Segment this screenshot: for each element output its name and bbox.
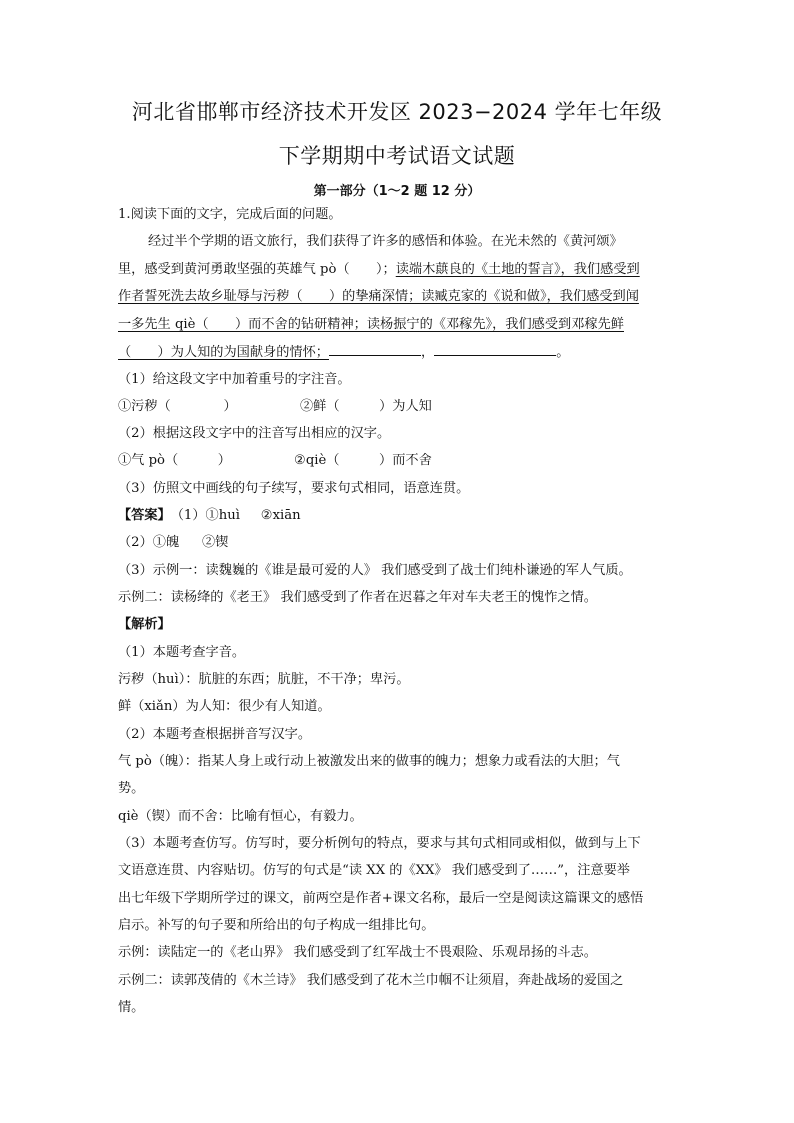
- analysis-line-9: 文语意连贯、内容贴切。仿写的句式是“读 XX 的《XX》 我们感受到了……”，注意要举: [118, 863, 630, 878]
- passage-line-1: 经过半个学期的语文旅行，我们获得了许多的感悟和体验。在光未然的《黄河颂》: [148, 234, 623, 249]
- analysis-line-12: 示例：读陆定一的《老山界》 我们感受到了红军战士不畏艰险、乐观昂扬的斗志。: [118, 945, 597, 960]
- analysis-line-3: 鲜（xiǎn）为人知：很少有人知道。: [118, 699, 331, 714]
- analysis-line-7: qiè（锲）而不舍：比喻有恒心，有毅力。: [118, 809, 363, 824]
- subquestion-1-item-b: ②鲜（ ）为人知: [300, 399, 432, 414]
- answer-line-1: [118, 507, 678, 525]
- analysis-line-13: 示例二：读郭茂倩的《木兰诗》 我们感受到了花木兰巾帼不让须眉，奔赴战场的爱国之: [118, 973, 624, 988]
- comma: ，: [421, 345, 435, 360]
- answer-blank-1[interactable]: [329, 343, 421, 356]
- period: 。: [556, 345, 570, 360]
- question-stem: 1.阅读下面的文字，完成后面的问题。: [118, 207, 342, 222]
- analysis-line-4: （2）本题考查根据拼音写汉字。: [118, 727, 312, 742]
- passage-line-3: 作者誓死洗去故乡耻辱与污秽（ ）的挚痛深情；读臧克家的《说和做》，我们感受到闻: [118, 289, 639, 304]
- analysis-label: 【解析】: [118, 617, 171, 632]
- subquestion-2-items: [118, 452, 678, 470]
- subquestion-1-items: [118, 398, 678, 416]
- document-title-line2: 下学期期中考试语文试题: [278, 144, 516, 168]
- answer-label: 【答案】: [118, 508, 171, 523]
- answer-line-3: （3）示例一：读魏巍的《谁是最可爱的人》 我们感受到了战士们纯朴谦逊的军人气质。: [118, 563, 632, 578]
- answer-blank-2[interactable]: [434, 343, 556, 356]
- analysis-line-11: 启示。补写的句子要和所给出的句子构成一组排比句。: [118, 918, 435, 933]
- analysis-line-6: 势。: [118, 781, 145, 796]
- subquestion-1-item-a: ①污秽（ ）: [118, 399, 237, 414]
- analysis-line-14: 情。: [118, 1000, 145, 1015]
- subquestion-2-item-b: ②qiè（ ）而不舍: [294, 453, 432, 468]
- underlined-sentence: 读端木蕻良的《土地的誓言》，我们感受到: [395, 262, 640, 277]
- answer-2a: （2）①魄: [118, 535, 180, 550]
- passage-line-4-text: 一多先生 qiè（ ）而不舍的钻研精神；读杨振宁的《邓稼先》，我们感受到邓稼先鲜: [118, 317, 624, 332]
- passage-line-2: [118, 261, 678, 279]
- answer-1a: （1）①huì: [170, 508, 240, 523]
- subquestion-1: （1）给这段文字中加着重号的字注音。: [118, 372, 351, 387]
- subquestion-2: （2）根据这段文字中的注音写出相应的汉字。: [118, 426, 391, 441]
- analysis-line-10: 出七年级下学期所学过的课文，前两空是作者+课文名称，最后一空是阅读这篇课文的感悟: [118, 891, 644, 906]
- section-heading: 第一部分（1～2 题 12 分）: [313, 184, 481, 199]
- passage-line-5-text: （ ）为人知的为国献身的情怀；: [118, 345, 329, 360]
- passage-line-2-text: 里，感受到黄河勇敢坚强的英雄气 pò（ ）；: [118, 262, 396, 277]
- passage-line-4: [118, 316, 678, 334]
- analysis-line-8: （3）本题考查仿写。仿写时，要分析例句的特点，要求与其句式相同或相似，做到与上下: [118, 836, 641, 851]
- document-title-line1: 河北省邯郸市经济技术开发区 2023−2024 学年七年级: [131, 100, 663, 124]
- analysis-line-1: （1）本题考查字音。: [118, 645, 246, 660]
- answer-line-2: [118, 534, 678, 552]
- subquestion-3: （3）仿照文中画线的句子续写，要求句式相同，语意连贯。: [118, 481, 470, 496]
- passage-line-5: [118, 343, 678, 362]
- subquestion-2-item-a: ①气 pò（ ）: [118, 453, 231, 468]
- answer-line-4: 示例二：读杨绛的《老王》 我们感受到了作者在迟暮之年对车夫老王的愧怍之情。: [118, 590, 597, 605]
- analysis-line-5: 气 pò（魄）：指某人身上或行动上被激发出来的做事的魄力；想象力或看法的大胆；气: [118, 754, 620, 769]
- analysis-line-2: 污秽（huì）：肮脏的东西；肮脏，不干净；卑污。: [118, 672, 410, 687]
- answer-1b: ②xiān: [260, 508, 301, 523]
- answer-2b: ②锲: [202, 535, 229, 550]
